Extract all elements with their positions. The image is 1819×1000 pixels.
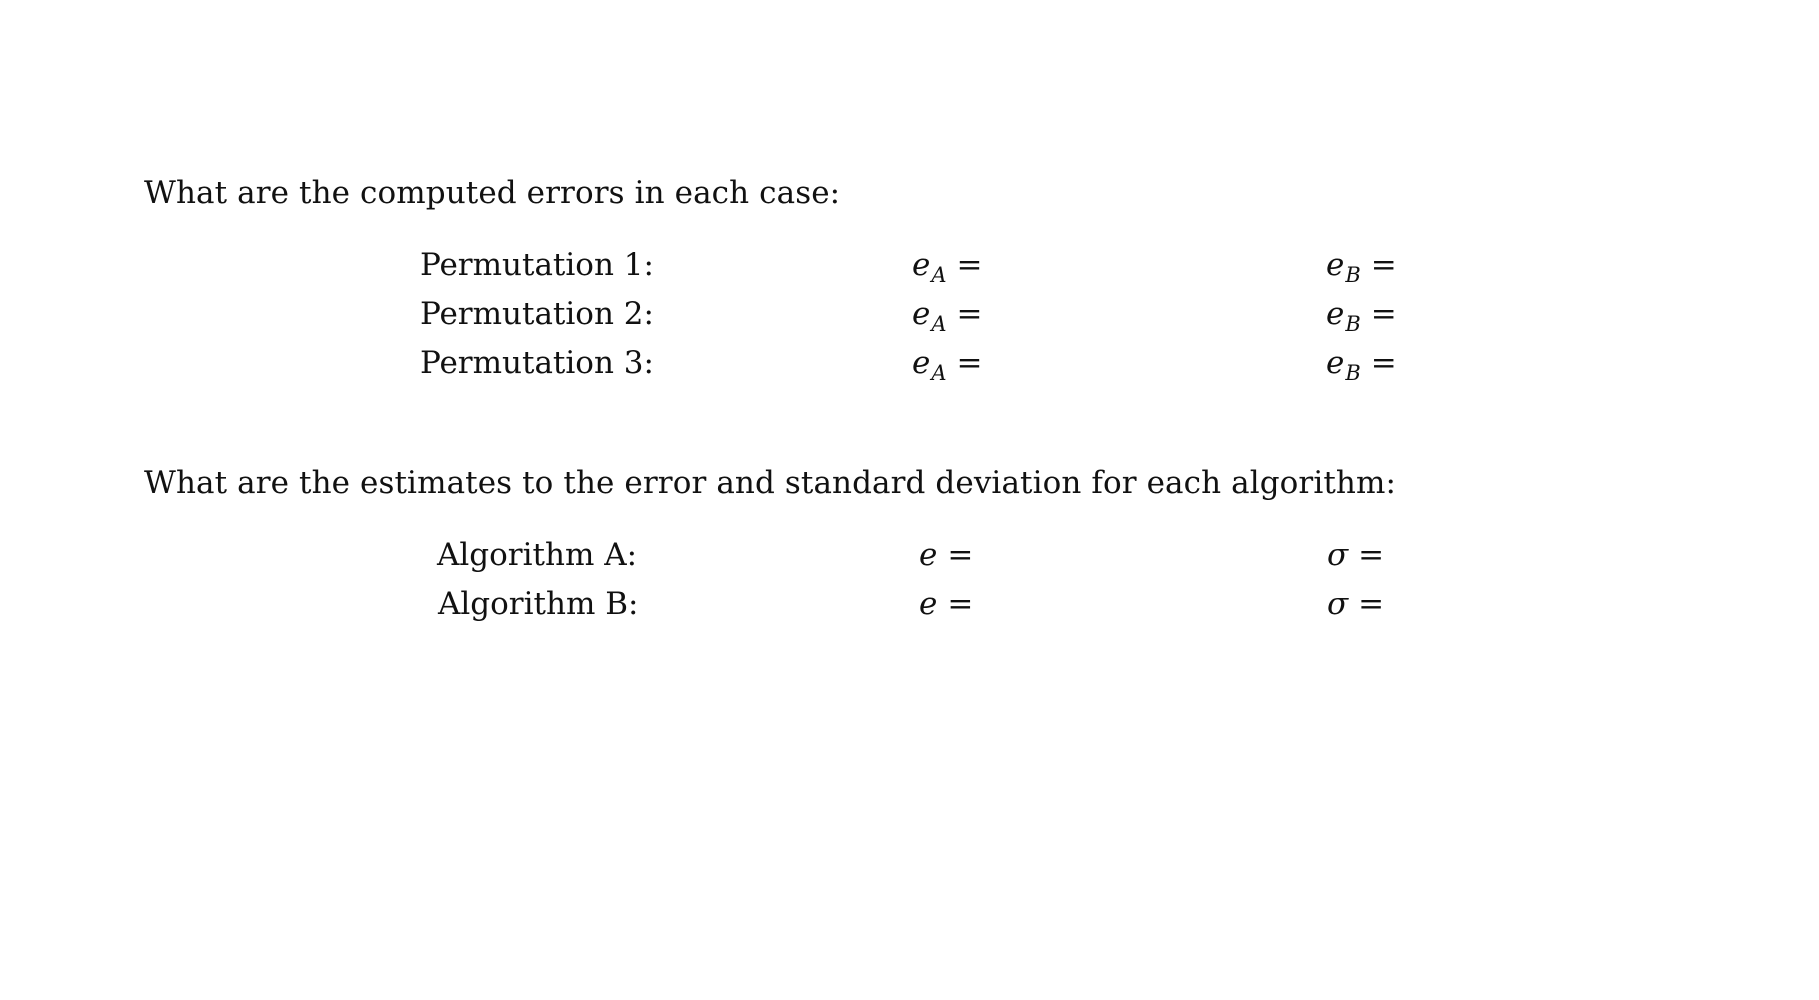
- row-label: Algorithm B:: [438, 586, 639, 622]
- equals-sign: =: [1358, 537, 1385, 573]
- error-estimate-expression: [919, 581, 973, 627]
- equals-sign: =: [947, 586, 974, 622]
- error-b-expression: [1326, 242, 1397, 291]
- equals-sign: =: [956, 345, 983, 381]
- std-dev-expression: [1327, 532, 1384, 578]
- permutation-row: [0, 340, 1819, 386]
- row-label: Algorithm A:: [437, 537, 638, 573]
- permutation-row: [0, 242, 1819, 288]
- equals-sign: =: [956, 247, 983, 283]
- error-subscript: B: [1345, 361, 1361, 385]
- row-label: Permutation 2:: [420, 296, 654, 332]
- question-computed-errors: What are the computed errors in each case:: [144, 175, 841, 211]
- algorithm-row: [0, 581, 1819, 627]
- error-var: e: [1326, 345, 1345, 381]
- error-b-expression: [1326, 340, 1397, 389]
- sigma-var: σ: [1327, 586, 1349, 622]
- error-var: e: [912, 296, 931, 332]
- error-var: e: [912, 345, 931, 381]
- error-a-expression: [912, 340, 983, 389]
- std-dev-expression: [1327, 581, 1384, 627]
- row-label: Permutation 1:: [420, 247, 654, 283]
- error-a-expression: [912, 291, 983, 340]
- error-var: e: [1326, 247, 1345, 283]
- equals-sign: =: [947, 537, 974, 573]
- equals-sign: =: [1370, 296, 1397, 332]
- error-estimate-expression: [919, 532, 973, 578]
- permutation-row: [0, 291, 1819, 337]
- equals-sign: =: [1370, 247, 1397, 283]
- error-b-expression: [1326, 291, 1397, 340]
- algorithm-row: [0, 532, 1819, 578]
- error-subscript: A: [931, 312, 947, 336]
- error-var: e: [919, 537, 938, 573]
- sigma-var: σ: [1327, 537, 1349, 573]
- question-estimates: What are the estimates to the error and standard deviation for each algorithm:: [144, 465, 1397, 501]
- error-subscript: A: [931, 263, 947, 287]
- equals-sign: =: [1370, 345, 1397, 381]
- error-subscript: B: [1345, 312, 1361, 336]
- row-label: Permutation 3:: [420, 345, 654, 381]
- equals-sign: =: [1358, 586, 1385, 622]
- error-var: e: [912, 247, 931, 283]
- error-subscript: B: [1345, 263, 1361, 287]
- error-var: e: [1326, 296, 1345, 332]
- error-a-expression: [912, 242, 983, 291]
- equals-sign: =: [956, 296, 983, 332]
- error-var: e: [919, 586, 938, 622]
- error-subscript: A: [931, 361, 947, 385]
